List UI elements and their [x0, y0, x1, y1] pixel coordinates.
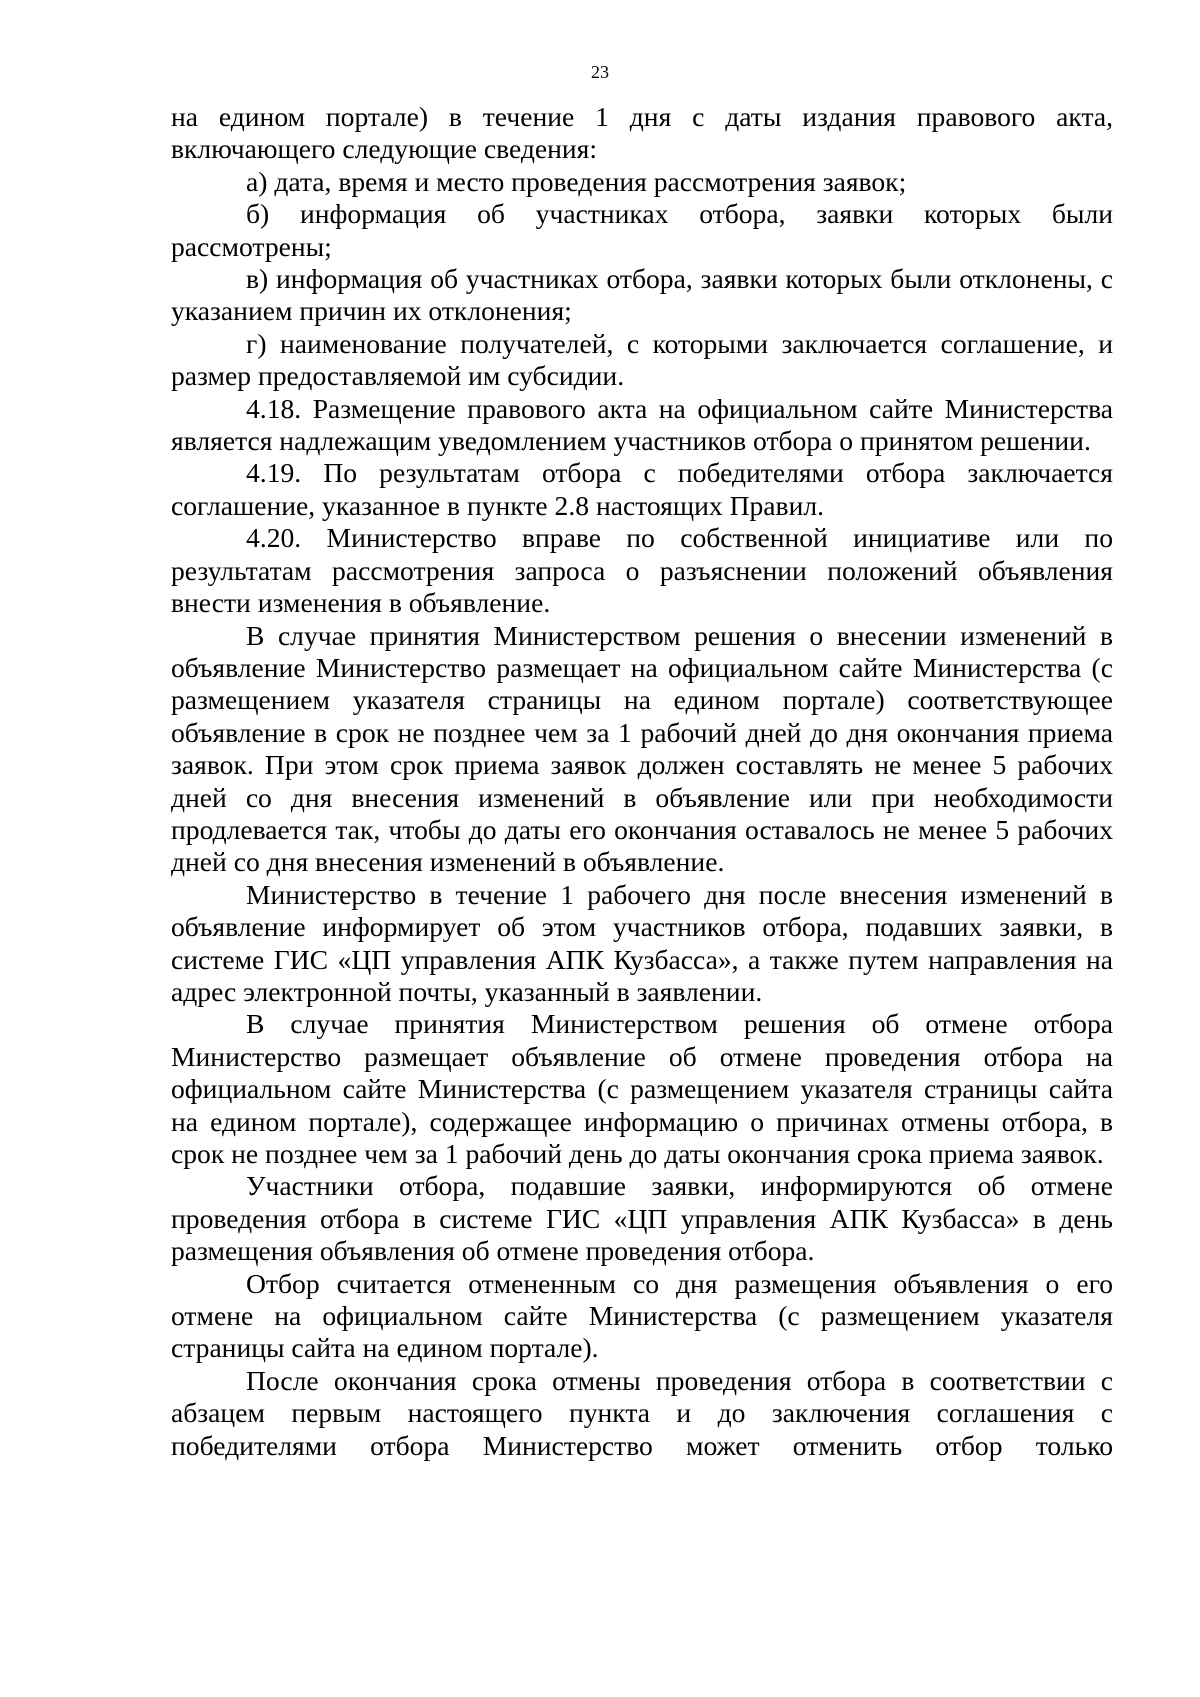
list-item-b: б) информация об участниках отбора, заявки которых были рассмотрены;	[171, 198, 1113, 262]
paragraph-cancellation-decision: В случае принятия Министерством решения об отмене отбора Министерство размещает объявление об отмене проведения отбора на официальном сайте Министерства (с размещением указателя страницы сайта на едином портале), содержащее информацию о причинах отмены отбора, в срок не позднее чем за 1 рабочий день до даты окончания срока приема заявок.	[171, 1008, 1113, 1169]
clause-4-18: 4.18. Размещение правового акта на официальном сайте Министерства является надлежащим уведомлением участников отбора о принятом решении.	[171, 392, 1113, 457]
paragraph-participants-informed: Министерство в течение 1 рабочего дня после внесения изменений в объявление информирует об этом участников отбора, подавших заявки, в системе ГИС «ЦП управления АПК Кузбасса», а также путем направления на адрес электронной почты, указанный в заявлении.	[171, 878, 1113, 1007]
clause-4-20: 4.20. Министерство вправе по собственной инициативе или по результатам рассмотрения запроса о разъяснении положений объявления внести изменения в объявление.	[171, 522, 1113, 619]
paragraph-cancellation-notice: Участники отбора, подавшие заявки, информируются об отмене проведения отбора в системе ГИС «ЦП управления АПК Кузбасса» в день размещения объявления об отмене проведения отбора.	[171, 1170, 1113, 1267]
list-item-g: г) наименование получателей, с которыми заключается соглашение, и размер предоставляемой им субсидии.	[171, 327, 1113, 392]
document-body	[171, 101, 1113, 1462]
page-number: 23	[591, 62, 609, 82]
paragraph-continuation: на едином портале) в течение 1 дня с даты издания правового акта, включающего следующие сведения:	[171, 101, 1113, 165]
clause-4-19: 4.19. По результатам отбора с победителями отбора заключается соглашение, указанное в пункте 2.8 настоящих Правил.	[171, 457, 1113, 521]
list-item-v: в) информация об участниках отбора, заявки которых были отклонены, с указанием причин их отклонения;	[171, 263, 1113, 327]
list-item-a: а) дата, время и место проведения рассмотрения заявок;	[246, 165, 907, 197]
paragraph-cancellation-effective: Отбор считается отмененным со дня размещения объявления о его отмене на официальном сайте Министерства (с размещением указателя страницы сайта на едином портале).	[171, 1267, 1113, 1364]
paragraph-changes-announcement: В случае принятия Министерством решения о внесении изменений в объявление Министерство размещает на официальном сайте Министерства (с размещением указателя страницы на едином портале) соответствующее объявление в срок не позднее чем за 1 рабочий дней до дня окончания приема заявок. При этом срок приема заявок должен составлять не менее 5 рабочих дней со дня внесения изменений в объявление или при необходимости продлевается так, чтобы до даты его окончания оставалось не менее 5 рабочих дней со дня внесения изменений в объявление.	[171, 619, 1113, 878]
paragraph-after-cancellation-term: После окончания срока отмены проведения отбора в соответствии с абзацем первым настоящего пункта и до заключения соглашения с победителями отбора Министерство может отменить отбор только	[171, 1364, 1113, 1461]
